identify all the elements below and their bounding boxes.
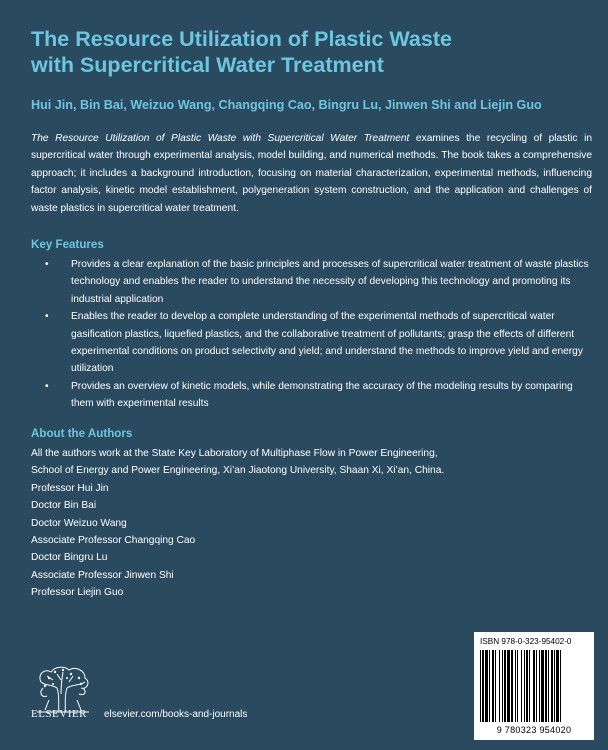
- author-entry: Doctor Weizuo Wang: [31, 517, 127, 529]
- author-entry: Doctor Bin Bai: [31, 500, 97, 512]
- barcode-bars: [478, 650, 590, 724]
- bullet: •: [45, 311, 49, 323]
- bullet: •: [45, 380, 49, 392]
- bullet: •: [45, 259, 49, 270]
- barcode-panel: [474, 632, 594, 740]
- feature-text: Enables the reader to develop a complete understanding of the experimental methods of supercritical water gasification plastics, liquefied plastics, and the collaborative treatment of pollutants; grasp the effects of different experimental conditions on product selectivity and yield; and understand the methods to improve yield and energy utilization: [71, 311, 583, 375]
- feature-item: [31, 256, 592, 308]
- description-italic-title: The Resource Utilization of Plastic Waste with Supercritical Water Treatment: [31, 133, 410, 144]
- isbn-label: ISBN 978-0-323-95402-0: [480, 637, 572, 646]
- author-entry: Associate Professor Jinwen Shi: [31, 569, 174, 581]
- affiliation-line: School of Energy and Power Engineering, Xi’an Jiaotong University, Shaan Xi, Xi’an, China.: [31, 465, 445, 477]
- author-entry: Professor Liejin Guo: [31, 587, 124, 599]
- author-entry: Professor Hui Jin: [31, 482, 109, 494]
- author-list: Hui Jin, Bin Bai, Weizuo Wang, Changqing Cao, Bingru Lu, Jinwen Shi and Liejin Guo: [31, 98, 542, 112]
- barcode-number: 9 780323 954020: [496, 725, 572, 735]
- about-authors-heading: About the Authors: [31, 427, 133, 440]
- publisher-url: elsevier.com/books-and-journals: [104, 709, 248, 720]
- key-features-heading: Key Features: [31, 238, 104, 251]
- title-line-2: with Supercritical Water Treatment: [31, 53, 384, 77]
- description-text: examines the recycling of plastic in supercritical water through experimental analysis, model building, and numerical methods. The book takes a comprehensive approach; it includes a background introduction, focusing on material characterization, experimental methods, influencing factor analysis, kinetic model establishment, polygeneration system construction, and the application and challenges of waste plastics in supercritical water treatment.: [31, 133, 592, 214]
- about-authors: [31, 445, 591, 602]
- book-title: [31, 26, 591, 78]
- author-entry: Doctor Bingru Lu: [31, 552, 108, 564]
- affiliation-line: All the authors work at the State Key Laboratory of Multiphase Flow in Power Engineering,: [31, 448, 438, 459]
- key-features-list: [31, 256, 592, 413]
- book-description: [31, 130, 592, 217]
- feature-text: Provides a clear explanation of the basic principles and processes of supercritical water treatment of waste plastics technology and enables the reader to understand the necessity of developing this technology and promoting its industrial application: [71, 259, 589, 305]
- feature-item: [31, 308, 592, 378]
- feature-text: Provides an overview of kinetic models, while demonstrating the accuracy of the modeling results by comparing them with experimental results: [71, 380, 573, 410]
- publisher-wordmark: ELSEVIER: [31, 708, 87, 720]
- feature-item: [31, 378, 592, 413]
- title-line-1: The Resource Utilization of Plastic Waste: [31, 27, 452, 51]
- author-entry: Associate Professor Changqing Cao: [31, 535, 196, 547]
